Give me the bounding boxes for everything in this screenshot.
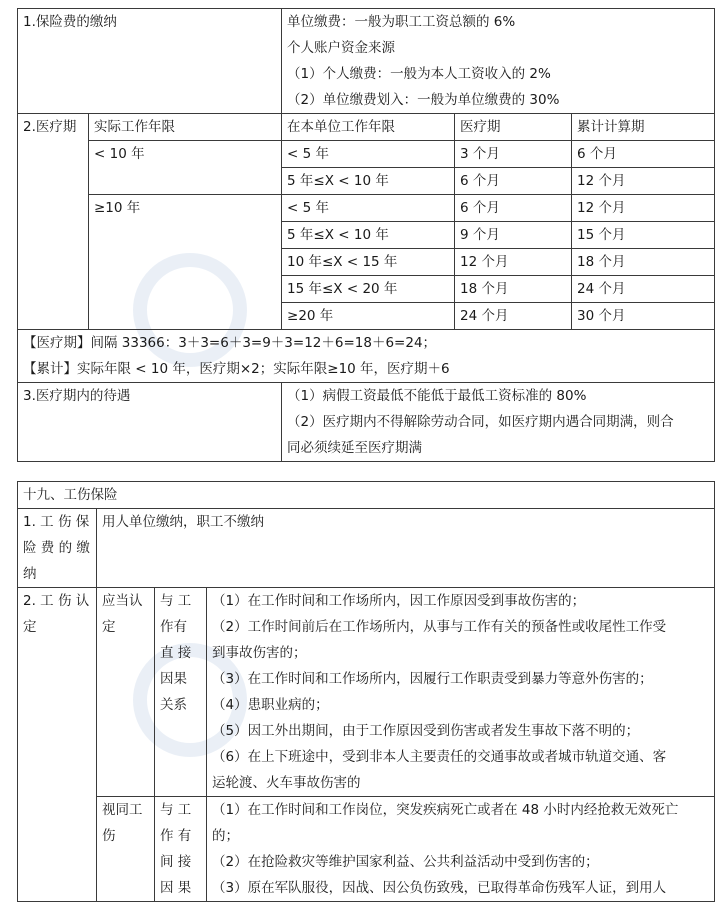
note-tag-cumulative: 【累计】 [23, 361, 77, 377]
label-line: 关系 [160, 697, 187, 713]
company-years-cell: ≥20 年 [282, 303, 455, 330]
list-item: （1）在工作时间和工作岗位，突发疾病死亡或者在 48 小时内经抢救无效死亡 [212, 802, 679, 818]
note-text-medical: 间隔 33366：3＋3=6＋3=9＋3=12＋6=18＋6=24； [90, 335, 437, 351]
treatment-label: 3.医疗期内的待遇 [18, 383, 282, 462]
label-line: 2. 工 伤 认 [23, 593, 90, 609]
company-years-cell: 15 年≤X < 20 年 [282, 276, 455, 303]
company-years-cell: 5 年≤X < 10 年 [282, 222, 455, 249]
note-cell [18, 330, 715, 383]
cumulative-period-cell: 12 个月 [572, 168, 715, 195]
label-line: 应当认 [102, 593, 143, 609]
table-row [18, 195, 715, 222]
deemed-injury-label [97, 797, 155, 902]
insurance-line: （1）个人缴费：一般为本人工资收入的 2% [287, 66, 551, 82]
recognition-deemed-row [18, 797, 715, 902]
insurance-line: 单位缴费：一般为职工工资总额的 6% [287, 14, 516, 30]
medical-period-label: 2.医疗期 [18, 114, 89, 330]
note-text-cumulative: 实际年限 < 10 年，医疗期×2；实际年限≥10 年，医疗期＋6 [77, 361, 450, 377]
label-line: 因 果 [160, 880, 192, 896]
treatment-row [18, 383, 715, 462]
header-company-years: 在本单位工作年限 [282, 114, 455, 141]
note-line-medical [23, 330, 709, 356]
treatment-line: （1）病假工资最低不能低于最低工资标准的 80% [287, 388, 587, 404]
treatment-line: 同必须续延至医疗期满 [287, 440, 423, 456]
medical-period-cell: 18 个月 [455, 276, 572, 303]
table-row [18, 141, 715, 168]
list-item: （5）因工外出期间，由于工作原因受到伤害或者发生事故下落不明的； [212, 723, 640, 739]
header-cumulative-period: 累计计算期 [572, 114, 715, 141]
list-item: （4）患职业病的； [212, 697, 329, 713]
label-line: 直 接 [160, 645, 192, 661]
company-years-cell: < 5 年 [282, 195, 455, 222]
list-item: （3）原在军队服役，因战、因公负伤致残，已取得革命伤残军人证，到用人 [212, 880, 667, 896]
header-medical-period: 医疗期 [455, 114, 572, 141]
label-line: 险 费 的 缴 [23, 540, 90, 556]
cumulative-period-cell: 30 个月 [572, 303, 715, 330]
insurance-line: （2）单位缴费划入：一般为单位缴费的 30% [287, 92, 560, 108]
injury-payment-label [18, 509, 97, 588]
direct-relation-label [155, 588, 207, 797]
actual-years-cell: < 10 年 [89, 141, 282, 195]
label-line: 作 有 [160, 828, 192, 844]
medical-period-header-row [18, 114, 715, 141]
list-item: （1）在工作时间和工作场所内，因工作原因受到事故伤害的； [212, 593, 586, 609]
treatment-line: （2）医疗期内不得解除劳动合同，如医疗期内遇合同期满，则合 [287, 414, 674, 430]
label-line: 视同工 [102, 802, 143, 818]
label-line: 纳 [23, 566, 37, 582]
injury-payment-content: 用人单位缴纳，职工不缴纳 [97, 509, 715, 588]
actual-years-cell: ≥10 年 [89, 195, 282, 330]
company-years-cell: 10 年≤X < 15 年 [282, 249, 455, 276]
label-line: 1. 工 伤 保 [23, 514, 90, 530]
treatment-content [282, 383, 715, 462]
recognition-label [18, 588, 97, 902]
company-years-cell: < 5 年 [282, 141, 455, 168]
indirect-relation-label [155, 797, 207, 902]
medical-period-cell: 6 个月 [455, 195, 572, 222]
cumulative-period-cell: 18 个月 [572, 249, 715, 276]
work-injury-insurance-table [17, 481, 715, 902]
note-row [18, 330, 715, 383]
list-item: （2）工作时间前后在工作场所内，从事与工作有关的预备性或收尾性工作受 [212, 619, 667, 635]
list-item: 到事故伤害的； [212, 645, 307, 661]
insurance-line: 个人账户资金来源 [287, 40, 396, 56]
company-years-cell: 5 年≤X < 10 年 [282, 168, 455, 195]
list-item: 运轮渡、火车事故伤害的 [212, 775, 361, 791]
label-line: 与 工 [160, 593, 192, 609]
should-recognize-label [97, 588, 155, 797]
list-item: （3）在工作时间和工作场所内，因履行工作职责受到暴力等意外伤害的； [212, 671, 653, 687]
cumulative-period-cell: 15 个月 [572, 222, 715, 249]
medical-period-cell: 9 个月 [455, 222, 572, 249]
label-line: 间 接 [160, 854, 192, 870]
should-recognize-items [207, 588, 715, 797]
medical-period-cell: 12 个月 [455, 249, 572, 276]
medical-insurance-table [17, 8, 715, 462]
insurance-payment-row [18, 9, 715, 114]
insurance-payment-content [282, 9, 715, 114]
list-item: 的； [212, 828, 239, 844]
medical-period-cell: 3 个月 [455, 141, 572, 168]
cumulative-period-cell: 12 个月 [572, 195, 715, 222]
medical-period-cell: 24 个月 [455, 303, 572, 330]
cumulative-period-cell: 6 个月 [572, 141, 715, 168]
insurance-payment-label: 1.保险费的缴纳 [18, 9, 282, 114]
medical-period-cell: 6 个月 [455, 168, 572, 195]
label-line: 因果 [160, 671, 187, 687]
list-item: （2）在抢险救灾等维护国家利益、公共利益活动中受到伤害的； [212, 854, 599, 870]
deemed-injury-items [207, 797, 715, 902]
cumulative-period-cell: 24 个月 [572, 276, 715, 303]
injury-payment-row [18, 509, 715, 588]
recognition-should-row [18, 588, 715, 797]
label-line: 定 [23, 619, 37, 635]
section-title: 十九、工伤保险 [18, 482, 715, 509]
header-actual-years: 实际工作年限 [89, 114, 282, 141]
label-line: 定 [102, 619, 116, 635]
label-line: 伤 [102, 828, 116, 844]
label-line: 作有 [160, 619, 187, 635]
list-item: （6）在上下班途中，受到非本人主要责任的交通事故或者城市轨道交通、客 [212, 749, 667, 765]
note-line-cumulative [23, 356, 709, 382]
label-line: 与 工 [160, 802, 192, 818]
section-title-row [18, 482, 715, 509]
note-tag-medical: 【医疗期】 [23, 335, 91, 351]
